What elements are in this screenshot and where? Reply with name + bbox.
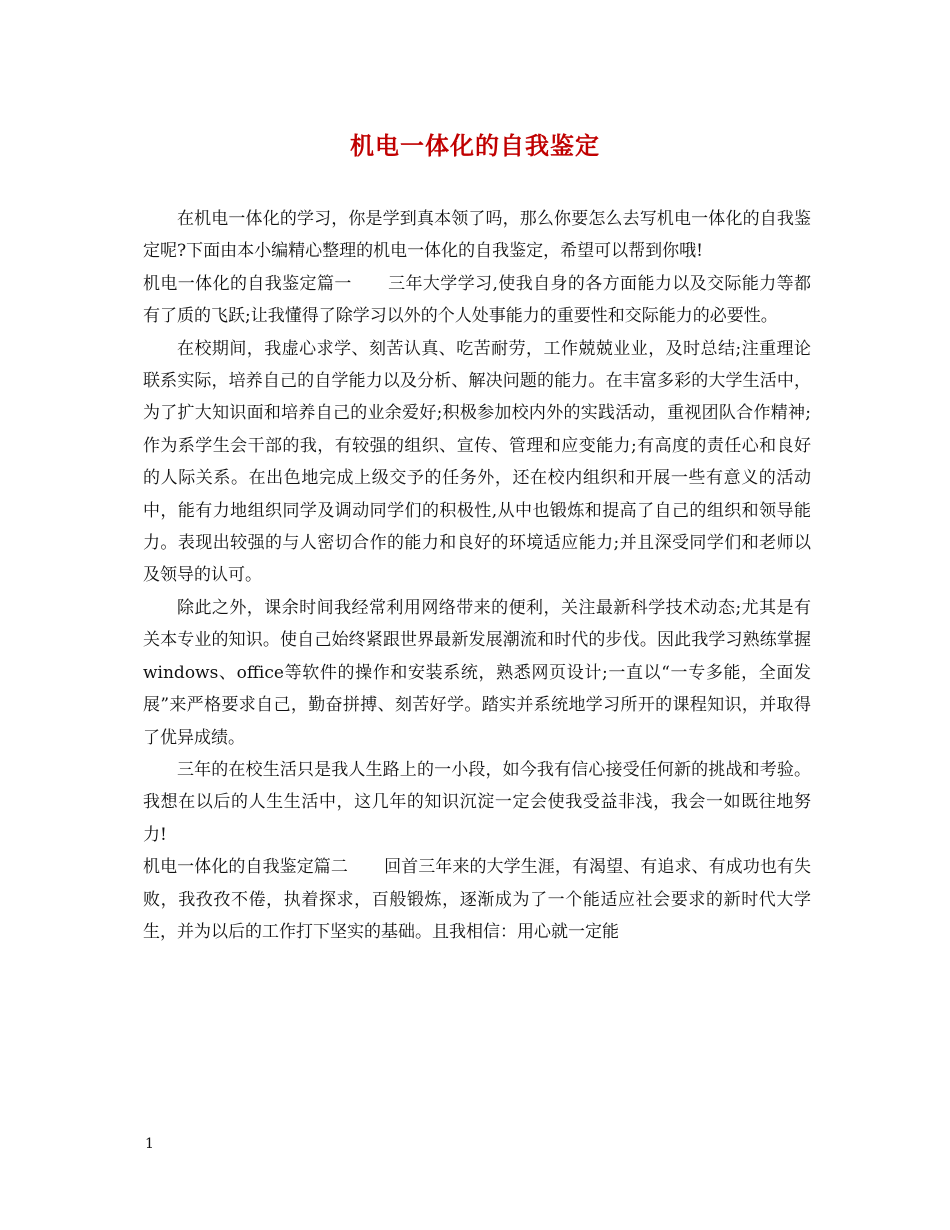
section-one-paragraph bbox=[143, 268, 811, 333]
paragraph-text: 除此之外，课余时间我经常利用网络带来的便利，关注最新科学技术动态;尤其是有关本专业的知识。使自己始终紧跟世界最新发展潮流和时代的步伐。因此我学习熟练掌握windows、office等软件的操作和安装系统，熟悉网页设计;一直以“一专多能，全面发展”来严格要求自己，勤奋拼搏、刻苦好学。踏实并系统地学习所开的课程知识，并取得了优异成绩。 bbox=[143, 597, 811, 748]
conclusion-paragraph bbox=[143, 754, 811, 851]
document-body bbox=[143, 203, 811, 948]
paragraph-text: 回首三年来的大学生涯，有渴望、有追求、有成功也有失败，我孜孜不倦，执着探求，百般锻炼，逐渐成为了一个能适应社会要求的新时代大学生，并为以后的工作打下坚实的基础。且我相信：用心就一定能 bbox=[143, 857, 812, 942]
section-two-paragraph bbox=[143, 851, 811, 948]
section-heading: 机电一体化的自我鉴定篇二 bbox=[143, 857, 348, 878]
skills-paragraph bbox=[143, 592, 811, 754]
paragraph-text: 三年大学学习,使我自身的各方面能力以及交际能力等都有了质的飞跃;让我懂得了除学习以外的个人处事能力的重要性和交际能力的必要性。 bbox=[143, 273, 811, 327]
paragraph-text: 在校期间，我虚心求学、刻苦认真、吃苦耐劳，工作兢兢业业，及时总结;注重理论联系实际，培养自己的自学能力以及分析、解决问题的能力。在丰富多彩的大学生活中，为了扩大知识面和培养自己的业余爱好;积极参加校内外的实践活动，重视团队合作精神;作为系学生会干部的我，有较强的组织、宣传、管理和应变能力;有高度的责任心和良好的人际关系。在出色地完成上级交予的任务外，还在校内组织和开展一些有意义的活动中，能有力地组织同学及调动同学们的积极性,从中也锻炼和提高了自己的组织和领导能力。表现出较强的与人密切合作的能力和良好的环境适应能力;并且深受同学们和老师以及领导的认可。 bbox=[143, 338, 811, 586]
intro-paragraph bbox=[143, 203, 811, 268]
page-number: 1 bbox=[145, 1136, 154, 1152]
campus-paragraph bbox=[143, 333, 811, 592]
paragraph-text: 三年的在校生活只是我人生路上的一小段，如今我有信心接受任何新的挑战和考验。我想在以后的人生生活中，这几年的知识沉淀一定会使我受益非浅，我会一如既往地努力! bbox=[143, 759, 811, 845]
section-heading: 机电一体化的自我鉴定篇一 bbox=[143, 273, 352, 294]
paragraph-text: 在机电一体化的学习，你是学到真本领了吗，那么你要怎么去写机电一体化的自我鉴定呢?下面由本小编精心整理的机电一体化的自我鉴定，希望可以帮到你哦! bbox=[143, 209, 811, 262]
document-title: 机电一体化的自我鉴定 bbox=[350, 131, 600, 160]
